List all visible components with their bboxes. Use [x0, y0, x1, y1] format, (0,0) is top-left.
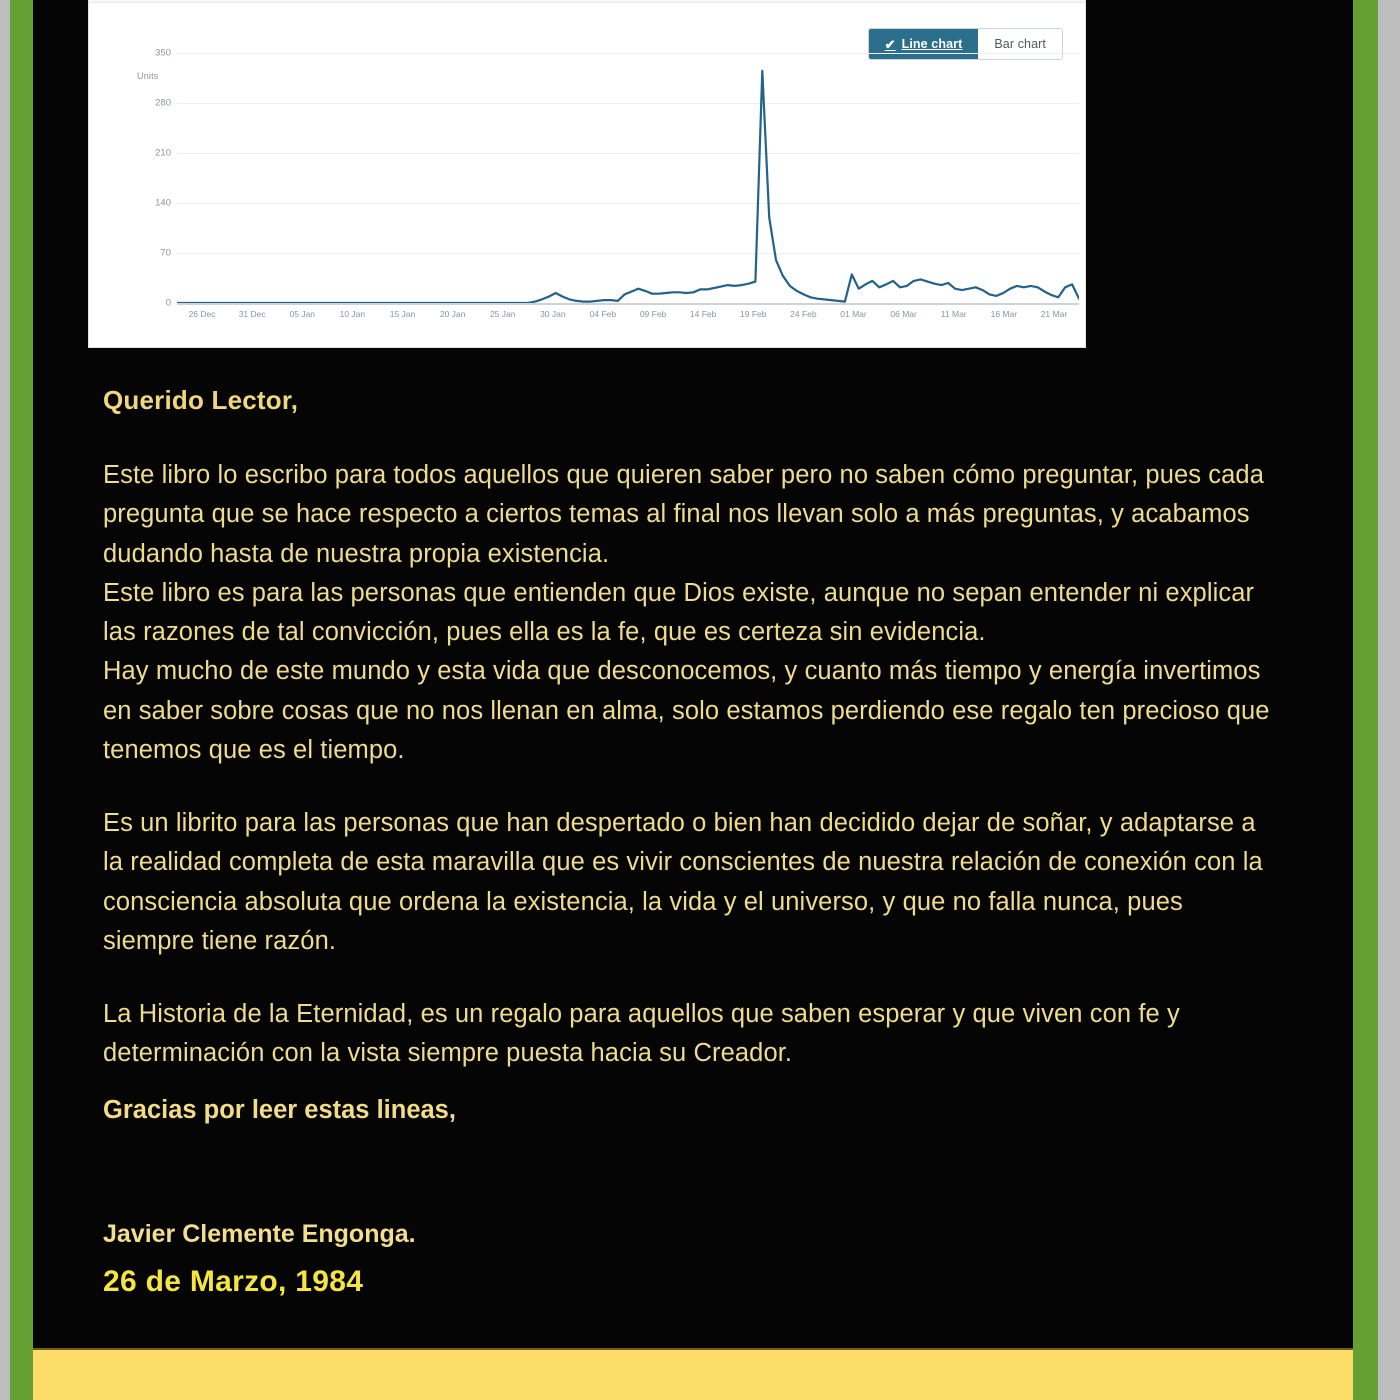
- x-tick-label: 20 Jan: [439, 309, 466, 319]
- x-tick-label: 19 Feb: [740, 309, 767, 319]
- letter-body: [103, 385, 1278, 1299]
- black-content-page: [33, 0, 1353, 1348]
- letter-paragraph-5: La Historia de la Eternidad, es un regalo para aquellos que saben esperar y que viven con fe y determinación con la vista siempre puesta hacia su Creador.: [103, 1000, 1180, 1068]
- letter-salutation: Querido Lector,: [103, 385, 299, 415]
- x-tick-label: 24 Feb: [790, 309, 817, 319]
- x-tick-label: 01 Mar: [840, 309, 867, 319]
- bottom-yellow-band: [33, 1348, 1353, 1400]
- chart-card: [88, 0, 1086, 348]
- x-tick-label: 25 Jan: [489, 309, 516, 319]
- line-chart-toggle-label: Line chart: [901, 37, 963, 51]
- y-tick-label: 70: [160, 247, 171, 259]
- y-tick-label: 280: [155, 97, 171, 109]
- bar-chart-toggle-label: Bar chart: [994, 37, 1046, 51]
- letter-paragraph-1: Este libro lo escribo para todos aquellos que quieren saber pero no saben cómo preguntar, pues cada pregunta que se hace respecto a ciertos temas al final nos llevan solo a más preguntas, y acabamos dudando hasta de nuestra propia existencia.: [103, 461, 1264, 568]
- signature-date: 26 de Marzo, 1984: [103, 1264, 364, 1298]
- signature-name: Javier Clemente Engonga.: [103, 1219, 416, 1248]
- x-tick-label: 04 Feb: [589, 309, 617, 319]
- check-icon: ✔: [884, 36, 896, 52]
- x-axis-ticks: [177, 303, 1079, 327]
- x-tick-label: 30 Jan: [540, 309, 566, 319]
- chart-line-series: [177, 53, 1079, 303]
- y-tick-label: 350: [155, 47, 171, 59]
- x-tick-label: 05 Jan: [289, 309, 316, 319]
- x-tick-label: 14 Feb: [689, 309, 717, 319]
- x-tick-label: 11 Mar: [940, 309, 967, 319]
- x-tick-label: 16 Mar: [990, 309, 1018, 319]
- y-axis-title: Units: [137, 71, 159, 81]
- letter-thanks: Gracias por leer estas lineas,: [103, 1095, 456, 1124]
- x-tick-label: 31 Dec: [238, 309, 266, 319]
- x-tick-label: 21 Mar: [1040, 309, 1068, 319]
- x-tick-label: 10 Jan: [339, 309, 366, 319]
- x-tick-label: 06 Mar: [890, 309, 917, 319]
- letter-paragraph-3: Hay mucho de este mundo y esta vida que desconocemos, y cuanto más tiempo y energía invertimos en saber sobre cosas que no nos llenan en alma, solo estamos perdiendo ese regalo ten precioso que tenemos que es el tiempo.: [103, 657, 1270, 764]
- x-tick-label: 09 Feb: [639, 309, 667, 319]
- letter-paragraph-2: Este libro es para las personas que entienden que Dios existe, aunque no sepan entender ni explicar las razones de tal convicción, pues ella es la fe, que es certeza sin evidencia.: [103, 578, 1255, 647]
- y-tick-label: 140: [155, 197, 171, 209]
- chart-plot-area: [89, 47, 1087, 338]
- x-tick-label: 26 Dec: [188, 309, 216, 319]
- chart-card-top-strip: [89, 0, 1085, 3]
- y-tick-label: 0: [165, 297, 171, 309]
- y-tick-label: 210: [155, 147, 171, 159]
- x-tick-label: 15 Jan: [389, 309, 416, 319]
- letter-paragraph-4: Es un librito para las personas que han despertado o bien han decidido dejar de soñar, y adaptarse a la realidad completa de esta maravilla que es vivir conscientes de nuestra relación de conexión con la consciencia absoluta que ordena la existencia, la vida y el universo, y que no falla nunca, pues siempre tiene razón.: [103, 809, 1263, 955]
